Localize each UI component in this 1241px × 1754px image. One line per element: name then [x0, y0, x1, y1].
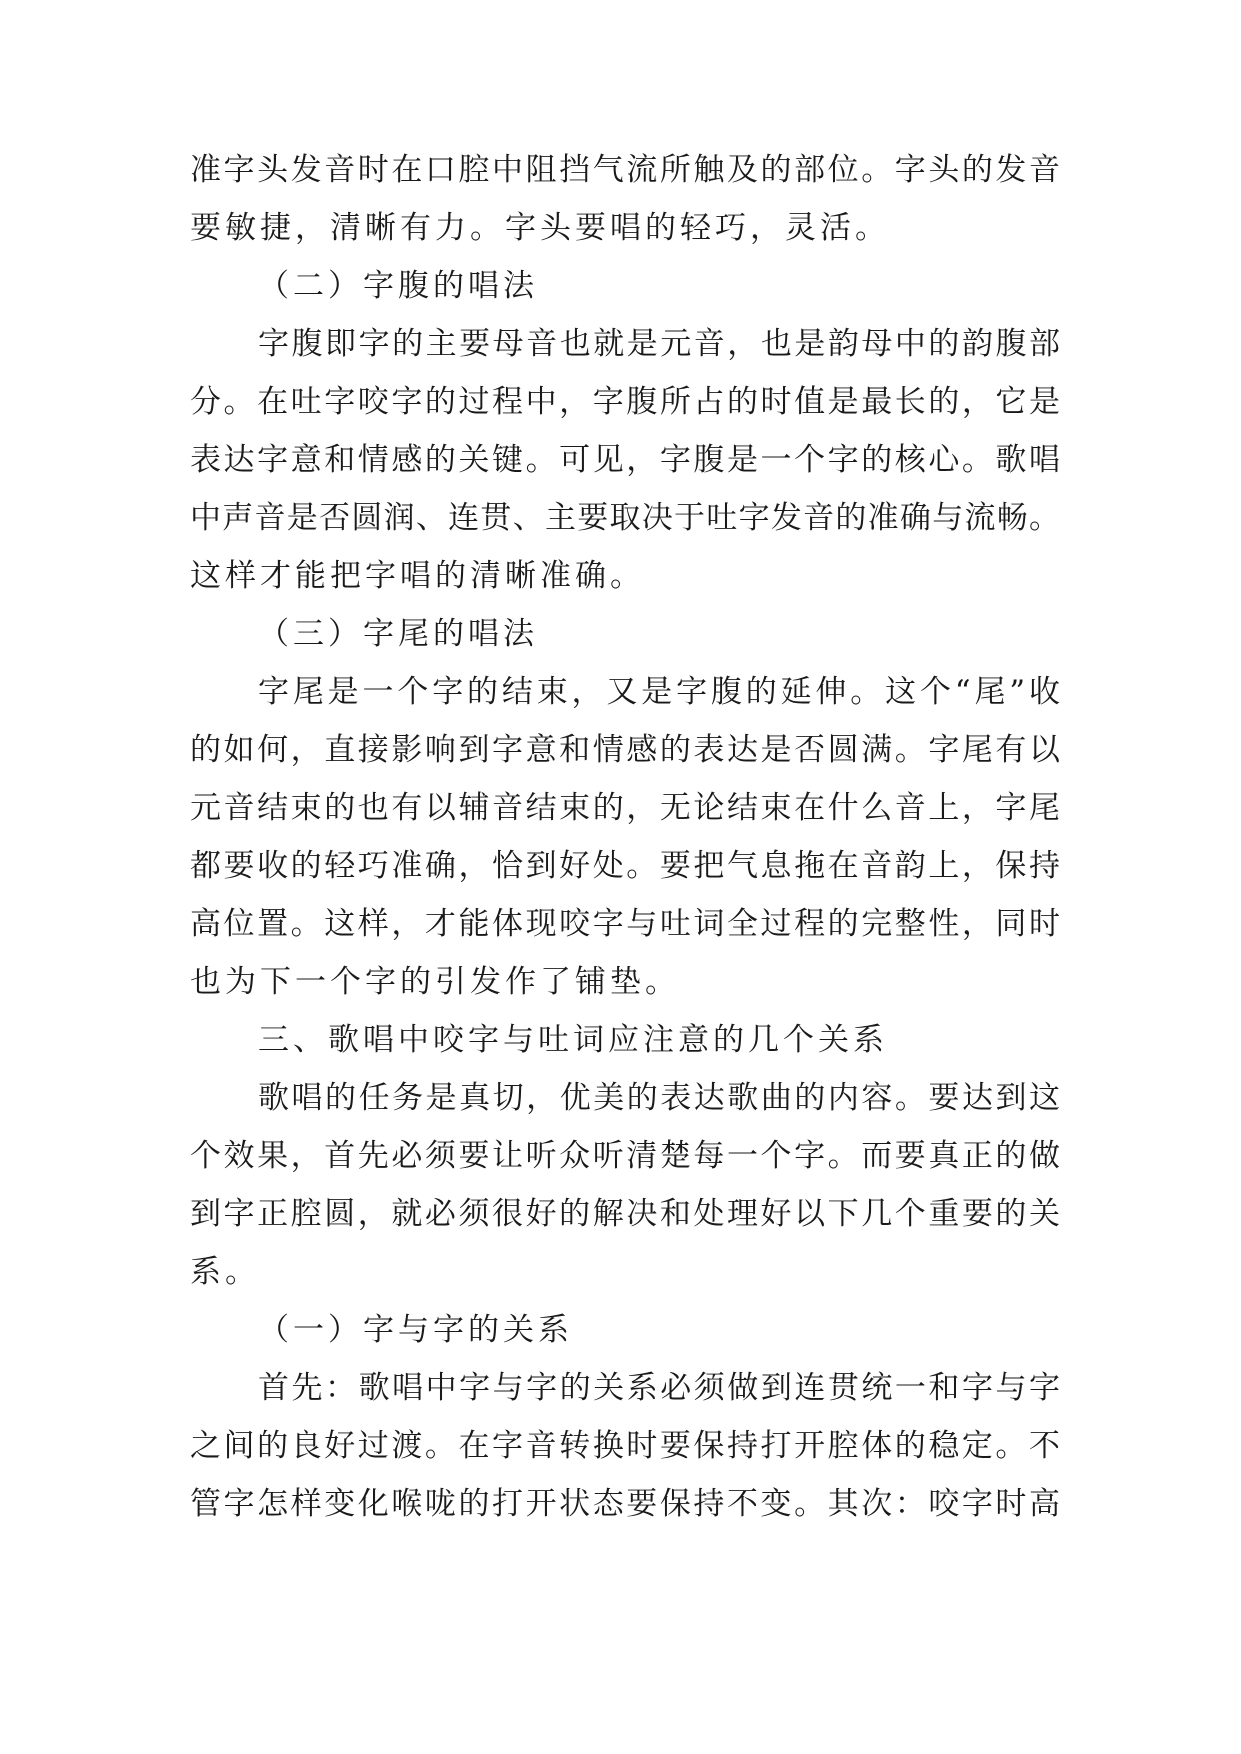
- text-line: 也为下一个字的引发作了铺垫。: [190, 964, 680, 1000]
- text-line: 管字怎样变化喉咙的打开状态要保持不变。其次：咬字时高: [190, 1486, 1060, 1522]
- text-line: 个效果，首先必须要让听众听清楚每一个字。而要真正的做: [190, 1138, 1060, 1174]
- text-line: 高位置。这样，才能体现咬字与吐词全过程的完整性，同时: [190, 906, 1060, 942]
- text-line: 的如何，直接影响到字意和情感的表达是否圆满。字尾有以: [190, 732, 1060, 768]
- text-line: 要敏捷，清晰有力。字头要唱的轻巧，灵活。: [190, 210, 890, 246]
- text-line: 准字头发音时在口腔中阻挡气流所触及的部位。字头的发音: [190, 152, 1060, 188]
- text-line: 到字正腔圆，就必须很好的解决和处理好以下几个重要的关: [190, 1196, 1060, 1232]
- section-heading: 三、歌唱中咬字与吐词应注意的几个关系: [258, 1022, 888, 1058]
- text-line: 这样才能把字唱的清晰准确。: [190, 558, 645, 594]
- text-line: 字尾是一个字的结束，又是字腹的延伸。这个“尾”收: [258, 674, 1060, 710]
- text-line: 表达字意和情感的关键。可见，字腹是一个字的核心。歌唱: [190, 442, 1060, 478]
- section-heading: （二）字腹的唱法: [258, 268, 538, 304]
- text-line: 之间的良好过渡。在字音转换时要保持打开腔体的稳定。不: [190, 1428, 1060, 1464]
- text-line: 元音结束的也有以辅音结束的，无论结束在什么音上，字尾: [190, 790, 1060, 826]
- text-line: 歌唱的任务是真切，优美的表达歌曲的内容。要达到这: [258, 1080, 1060, 1116]
- section-heading: （三）字尾的唱法: [258, 616, 538, 652]
- text-line: 字腹即字的主要母音也就是元音，也是韵母中的韵腹部: [258, 326, 1060, 362]
- text-line: 分。在吐字咬字的过程中，字腹所占的时值是最长的，它是: [190, 384, 1060, 420]
- text-line: 系。: [190, 1254, 260, 1290]
- text-line: 中声音是否圆润、连贯、主要取决于吐字发音的准确与流畅。: [190, 500, 1060, 536]
- text-line: 都要收的轻巧准确，恰到好处。要把气息拖在音韵上，保持: [190, 848, 1060, 884]
- text-line: 首先：歌唱中字与字的关系必须做到连贯统一和字与字: [258, 1370, 1060, 1406]
- section-heading: （一）字与字的关系: [258, 1312, 573, 1348]
